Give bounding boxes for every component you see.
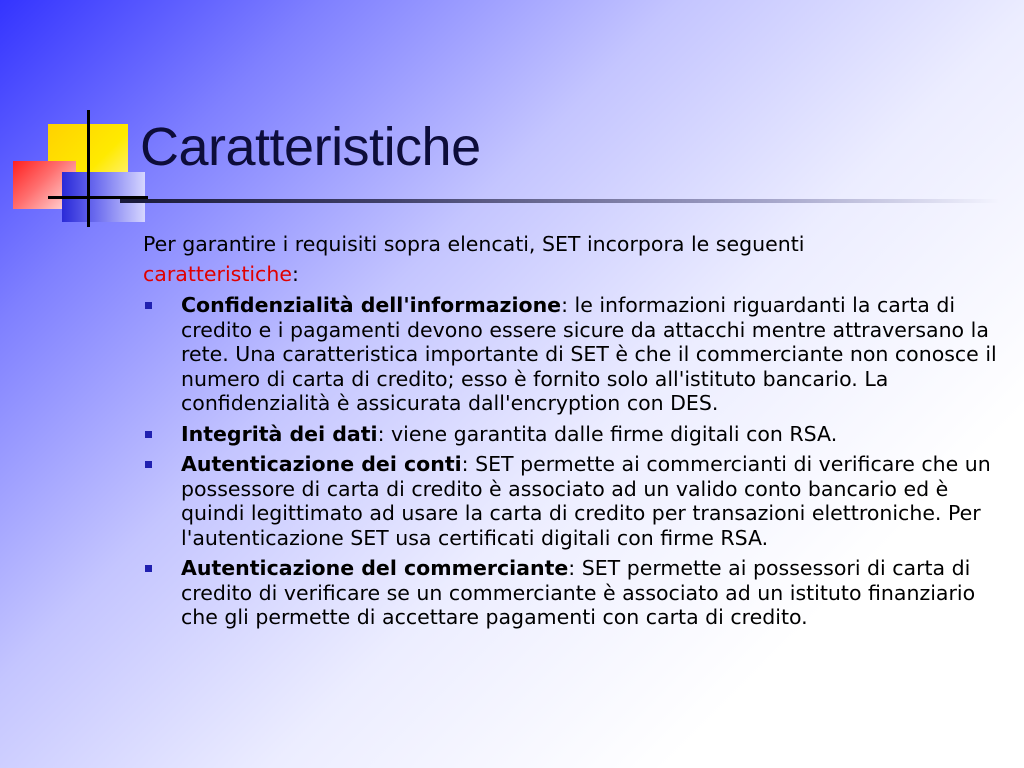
feature-list [143, 293, 1003, 630]
square-bullet-icon [145, 461, 152, 468]
list-item [143, 452, 1003, 550]
square-bullet-icon [145, 302, 152, 309]
square-bullet-icon [145, 565, 152, 572]
intro-text: Per garantire i requisiti sopra elencati, SET incorpora le seguenti [143, 232, 805, 256]
item-text: : SET permette ai commercianti di verificare che un possessore di carta di credito è associato ad un valido conto bancario ed è quindi legittimato ad usare la carta di credito per transazioni elettroniche. Per l'autenticazione SET usa certificati digitali con firme RSA. [181, 452, 991, 550]
list-item [143, 293, 1003, 416]
vertical-line-decoration [87, 110, 90, 227]
square-bullet-icon [145, 431, 152, 438]
list-item [143, 556, 1003, 630]
slide-decoration [0, 0, 160, 240]
item-term: Autenticazione del commerciante [181, 556, 569, 580]
intro-highlight: caratteristiche [143, 262, 292, 286]
item-term: Autenticazione dei conti [181, 452, 462, 476]
intro-paragraph [143, 229, 1003, 289]
list-item [143, 422, 1003, 447]
title-underline [120, 199, 1000, 203]
item-text: : le informazioni riguardanti la carta di credito e i pagamenti devono essere sicure da attacchi mentre attraversano la rete. Una caratteristica importante di SET è che il commerciante non conosce il numero di carta di credito; esso è fornito solo all'istituto bancario. La confidenzialità è assicurata dall'encryption con DES. [181, 293, 997, 415]
item-text: : viene garantita dalle firme digitali con RSA. [377, 421, 838, 446]
slide-title: Caratteristiche [140, 117, 481, 177]
item-term: Integrità dei dati [181, 421, 378, 446]
item-term: Confidenzialità dell'informazione [181, 293, 562, 317]
slide-body [143, 229, 1003, 636]
item-text: : SET permette ai possessori di carta di credito di verificare se un commerciante è associato ad un istituto finanziario che gli permette di accettare pagamenti con carta di credito. [181, 556, 976, 629]
intro-colon: : [291, 262, 299, 286]
